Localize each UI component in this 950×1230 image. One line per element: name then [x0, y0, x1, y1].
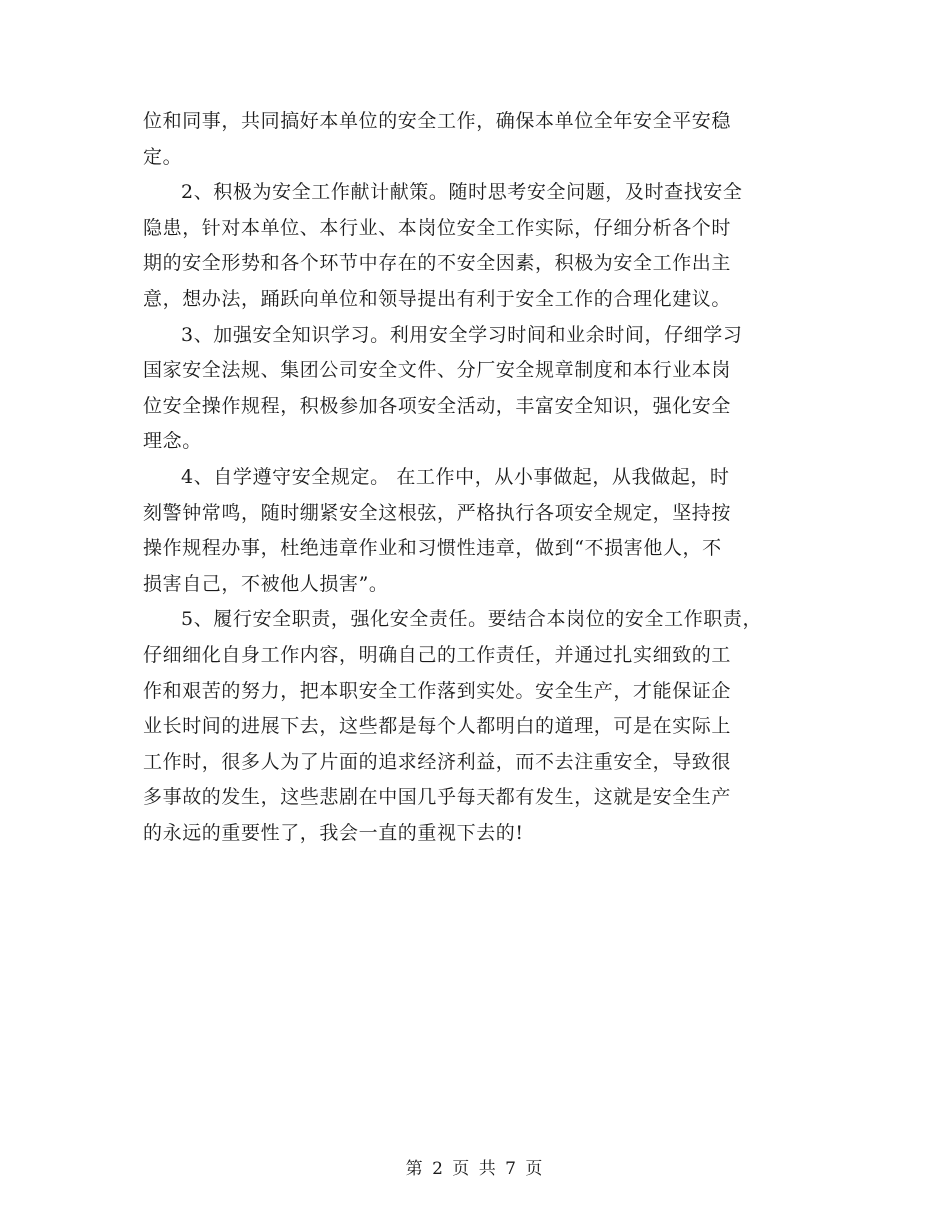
text-line: 国家安全法规、集团公司安全文件、分厂安全规章制度和本行业本岗 [143, 359, 732, 382]
text-line: 刻警钟常鸣，随时绷紧安全这根弦，严格执行各项安全规定，坚持按 [143, 501, 732, 524]
text-line: 定。 [143, 145, 183, 168]
page-number-footer: 第 2 页 共 7 页 [405, 1159, 545, 1179]
text-line: 位和同事，共同搞好本单位的安全工作，确保本单位全年安全平安稳 [143, 110, 732, 132]
document-body [143, 104, 823, 851]
text-line: 意，想办法，踊跃向单位和领导提出有利于安全工作的合理化建议。 [143, 287, 732, 310]
text-line: 仔细细化自身工作内容，明确自己的工作责任，并通过扎实细致的工 [143, 643, 732, 666]
text-line: 的永远的重要性了，我会一直的重视下去的! [143, 821, 524, 844]
text-line: 理念。 [143, 430, 202, 453]
paragraph-start-line: 4、自学遵守安全规定。 在工作中，从小事做起，从我做起，时 [181, 465, 730, 488]
text-line: 隐患，针对本单位、本行业、本岗位安全工作实际，仔细分析各个时 [143, 216, 732, 239]
text-line: 工作时，很多人为了片面的追求经济利益，而不去注重安全，导致很 [143, 750, 732, 773]
text-line: 多事故的发生，这些悲剧在中国几乎每天都有发生，这就是安全生产 [143, 786, 732, 809]
text-line: 业长时间的进展下去，这些都是每个人都明白的道理，可是在实际上 [143, 715, 732, 738]
text-line: 期的安全形势和各个环节中存在的不安全因素，积极为安全工作出主 [143, 252, 732, 275]
paragraph-start-line: 5、履行安全职责，强化安全责任。要结合本岗位的安全工作职责， [181, 608, 763, 631]
text-line: 位安全操作规程，积极参加各项安全活动，丰富安全知识，强化安全 [143, 394, 732, 417]
text-line: 损害自己，不被他人损害”。 [143, 572, 389, 595]
paragraph-start-line: 2、积极为安全工作献计献策。随时思考安全问题，及时查找安全 [181, 181, 743, 204]
paragraph-start-line: 3、加强安全知识学习。利用安全学习时间和业余时间，仔细学习 [181, 323, 743, 346]
text-line: 操作规程办事，杜绝违章作业和习惯性违章，做到“不损害他人，不 [143, 537, 722, 560]
text-line: 作和艰苦的努力，把本职安全工作落到实处。安全生产，才能保证企 [143, 679, 732, 702]
